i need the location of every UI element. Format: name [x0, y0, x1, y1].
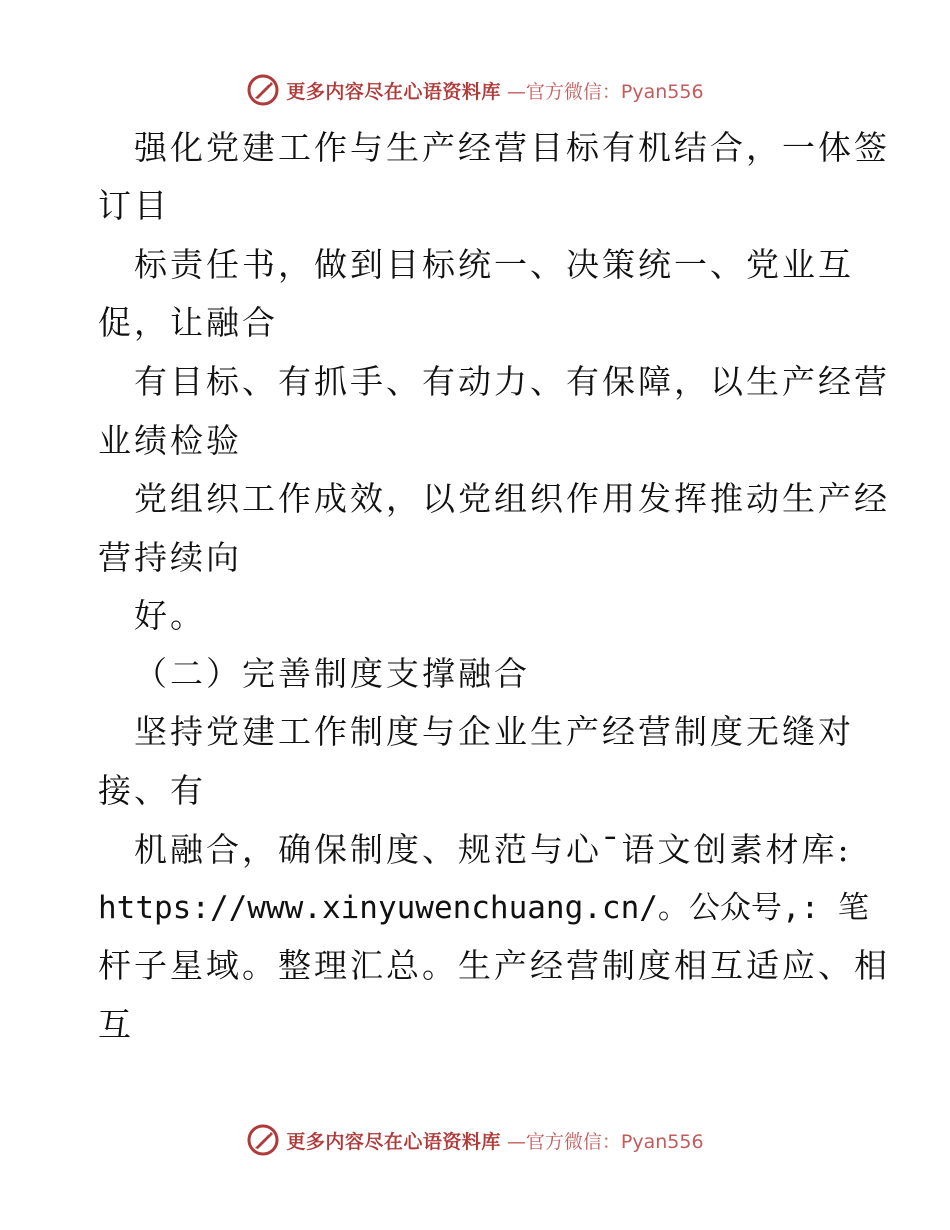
header-wechat-text: —官方微信：Pyan556: [506, 80, 704, 103]
text-line: 强化党建工作与生产经营目标有机结合，一体签: [134, 128, 890, 167]
text-line: 促，让融合: [98, 303, 278, 342]
text-line: 杆子星域。整理汇总。生产经营制度相互适应、相: [98, 946, 890, 985]
footer-wechat-text: —官方微信：Pyan556: [506, 1130, 704, 1153]
page-footer: [0, 1120, 950, 1160]
quill-seal-icon: [246, 1123, 280, 1157]
text-line: 互: [98, 1005, 134, 1044]
section-heading: （二）完善制度支撑融合: [134, 654, 530, 693]
footer-brand: [246, 1123, 703, 1157]
text-line: 营持续向: [98, 538, 242, 577]
footer-brand-text: 更多内容尽在心语资料库: [286, 1130, 501, 1153]
header-brand-text: 更多内容尽在心语资料库: [286, 80, 501, 103]
text-line-url: https://www.xinyuwenchuang.cn/。公众号,: 笔: [98, 890, 869, 926]
text-line: 党组织工作成效，以党组织作用发挥推动生产经: [134, 479, 890, 518]
text-line: 坚持党建工作制度与企业生产经营制度无缝对: [134, 712, 854, 751]
text-line: 机融合，确保制度、规范与心¯语文创素材库:: [134, 830, 852, 869]
text-line: 标责任书，做到目标统一、决策统一、党业互: [134, 245, 854, 284]
text-line: 好。: [134, 596, 206, 635]
text-line: 业绩检验: [98, 421, 242, 460]
text-line: 订目: [98, 186, 170, 225]
text-line: 有目标、有抓手、有动力、有保障，以生产经营: [134, 362, 890, 401]
text-line: 接、有: [98, 771, 206, 810]
